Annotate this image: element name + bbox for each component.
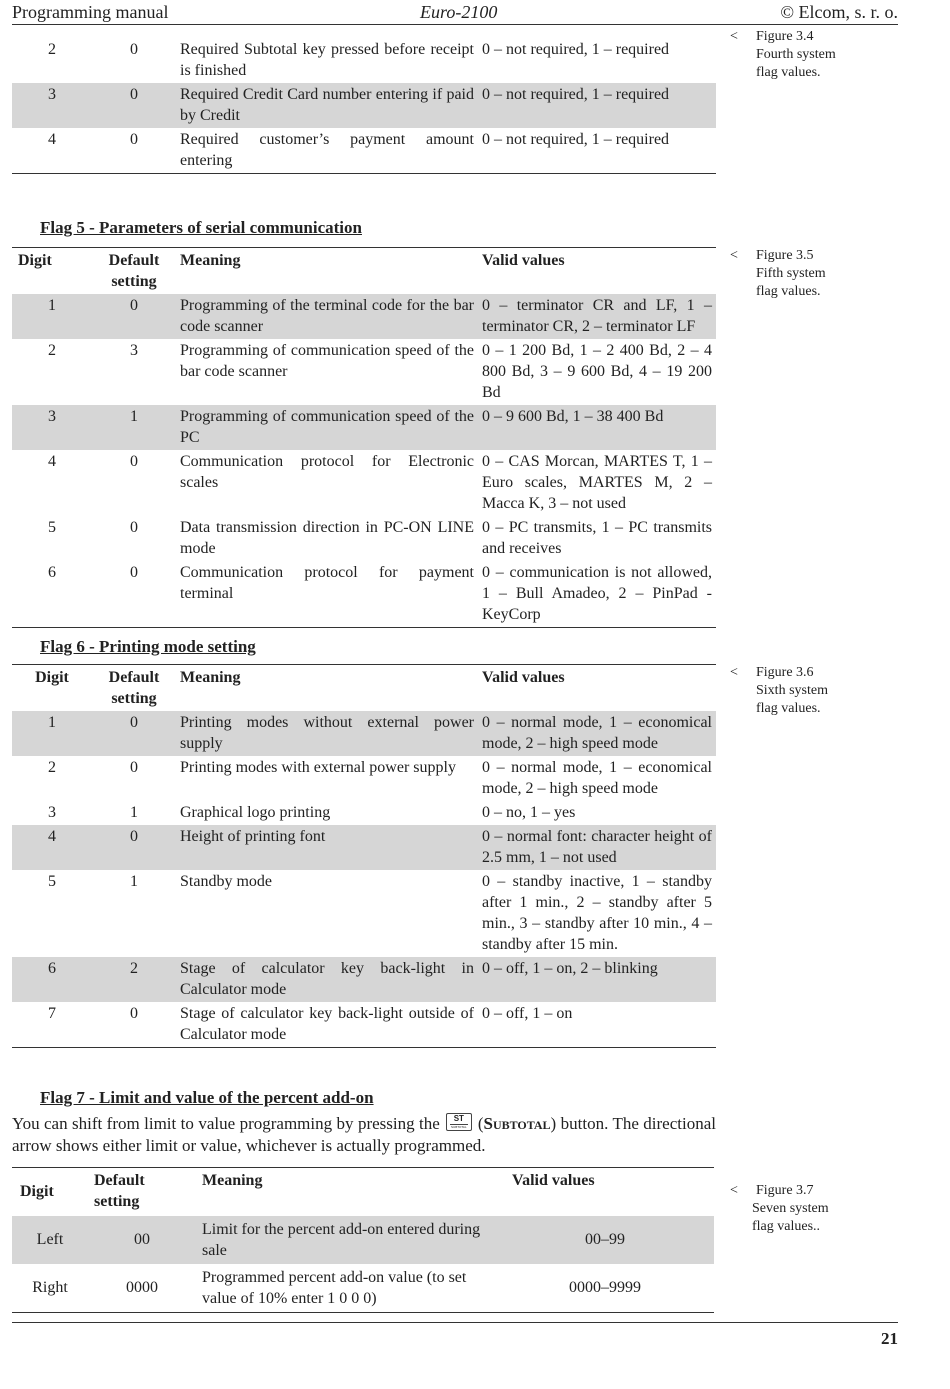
key-icon-top-label: ST <box>453 1114 464 1123</box>
default-header: Default setting <box>108 669 160 707</box>
valid-values-header: Valid values <box>482 252 565 269</box>
valid-values-cell: 0 – normal mode, 1 – economical mode, 2 – high speed mode <box>478 711 716 756</box>
table-row <box>12 870 716 957</box>
valid-values-cell: 0 – normal mode, 1 – economical mode, 2 – high speed mode <box>482 759 712 797</box>
valid-values-cell: 0 – not required, 1 – required <box>482 41 670 58</box>
meaning-cell: Programming of the terminal code for the bar code scanner <box>176 294 478 339</box>
meaning-cell: Standby mode <box>180 873 272 890</box>
table-row <box>12 561 716 628</box>
default-header: Default setting <box>108 252 160 290</box>
meaning-cell: Limit for the percent add-on entered during sale <box>196 1216 496 1264</box>
default-cell: 0 <box>92 711 176 756</box>
caption-arrow: < <box>730 248 738 263</box>
meaning-cell: Required Credit Card number entering if paid by Credit <box>176 83 478 128</box>
digit-cell: 4 <box>48 131 56 148</box>
meaning-cell: Programming of communication speed of the PC <box>176 405 478 450</box>
valid-values-cell: 0 – 9 600 Bd, 1 – 38 400 Bd <box>478 405 716 450</box>
meaning-cell: Communication protocol for payment terminal <box>180 564 474 602</box>
default-cell: 0 <box>92 294 176 339</box>
valid-values-header: Valid values <box>512 1172 595 1189</box>
meaning-cell: Required customer’s payment amount entering <box>180 131 474 169</box>
valid-values-cell: 0 – CAS Morcan, MARTES T, 1 – Euro scales, MARTES M, 2 – Macca K, 3 – not used <box>482 453 712 512</box>
valid-values-cell: 0 – no, 1 – yes <box>482 804 576 821</box>
default-cell: 1 <box>92 405 176 450</box>
digit-cell: Right <box>32 1279 68 1296</box>
default-cell: 0 <box>92 825 176 870</box>
table-header-row <box>12 248 716 295</box>
page-number: 21 <box>881 1329 898 1348</box>
table-row <box>12 711 716 756</box>
flag6-table <box>12 664 716 1048</box>
valid-values-cell: 0 – PC transmits, 1 – PC transmits and receives <box>482 519 712 557</box>
caption-arrow: < <box>730 1183 738 1198</box>
meaning-cell: Data transmission direction in PC-ON LINE mode <box>180 519 474 557</box>
figure-description: Seven system flag values.. <box>752 1201 829 1234</box>
meaning-cell: Programmed percent add-on value (to set value of 10% enter 1 0 0 0) <box>202 1268 467 1307</box>
header-copyright: © Elcom, s. r. o. <box>780 2 898 22</box>
valid-values-cell: 0000–9999 <box>569 1279 641 1296</box>
valid-values-cell: 0 – off, 1 – on <box>482 1005 573 1022</box>
digit-cell: 2 <box>48 759 56 776</box>
figure-description: Fifth system flag values. <box>756 266 826 299</box>
table-row <box>12 294 716 339</box>
digit-cell: 3 <box>12 405 92 450</box>
figure-caption-3-4 <box>730 28 836 82</box>
valid-values-cell: 0 – not required, 1 – required <box>478 83 716 128</box>
table-row <box>12 801 716 825</box>
figure-label: Figure 3.5 <box>756 248 814 263</box>
subtotal-key-icon <box>446 1113 472 1131</box>
figure-description: Fourth system flag values. <box>756 47 836 80</box>
digit-header: Digit <box>35 669 69 686</box>
valid-values-cell: 0 – not required, 1 – required <box>482 131 670 148</box>
flag7-title: Flag 7 - Limit and value of the percent add-on <box>40 1088 374 1107</box>
paragraph-text: You can shift from limit to value programming by pressing the <box>12 1114 440 1133</box>
default-cell: 0 <box>92 83 176 128</box>
digit-cell: 4 <box>48 453 56 470</box>
paragraph-text: button. The directional arrow shows either limit or value, whichever is actually programmed. <box>12 1114 716 1155</box>
digit-cell: 2 <box>48 342 56 359</box>
meaning-cell: Graphical logo printing <box>180 804 331 821</box>
table-row <box>12 339 716 405</box>
key-icon-bottom-label: SUBTOTAL <box>451 1125 467 1129</box>
table-row <box>12 38 716 83</box>
default-cell: 0 <box>130 564 138 581</box>
default-header: Default setting <box>94 1172 145 1210</box>
caption-arrow: < <box>730 29 738 44</box>
caption-arrow: < <box>730 665 738 680</box>
footer-rule <box>12 1322 898 1323</box>
default-cell: 2 <box>92 957 176 1002</box>
digit-cell: 7 <box>48 1005 56 1022</box>
meaning-cell: Programming of communication speed of the bar code scanner <box>180 342 474 380</box>
meaning-cell: Required Subtotal key pressed before receipt is finished <box>180 41 474 79</box>
table-row <box>12 825 716 870</box>
default-cell: 00 <box>88 1216 196 1264</box>
table-header-row <box>12 665 716 712</box>
meaning-header: Meaning <box>180 252 241 269</box>
default-cell: 3 <box>130 342 138 359</box>
figure-label: Figure 3.7 <box>756 1183 814 1198</box>
default-cell: 0 <box>130 453 138 470</box>
default-cell: 0000 <box>126 1279 158 1296</box>
digit-cell: 5 <box>48 873 56 890</box>
valid-values-cell: 0 – normal font: character height of 2.5 mm, 1 – not used <box>478 825 716 870</box>
digit-header: Digit <box>20 1183 54 1201</box>
figure-description: Sixth system flag values. <box>756 683 828 716</box>
digit-cell: 2 <box>48 41 56 58</box>
meaning-cell: Communication protocol for Electronic scales <box>180 453 474 491</box>
flag5-title: Flag 5 - Parameters of serial communication <box>40 218 362 237</box>
figure-label: Figure 3.6 <box>756 665 814 680</box>
table-row <box>12 516 716 561</box>
default-cell: 1 <box>130 873 138 890</box>
digit-header: Digit <box>18 252 52 269</box>
table-row <box>12 450 716 516</box>
meaning-cell: Height of printing font <box>176 825 478 870</box>
table-row <box>12 756 716 801</box>
digit-cell: 6 <box>48 564 56 581</box>
meaning-cell: Printing modes with external power supply <box>180 759 456 776</box>
valid-values-header: Valid values <box>482 669 565 686</box>
digit-cell: Left <box>12 1216 88 1264</box>
flag6-title: Flag 6 - Printing mode setting <box>40 637 256 656</box>
meaning-header: Meaning <box>202 1172 263 1189</box>
table-row <box>12 405 716 450</box>
header-product-name: Euro-2100 <box>420 2 498 22</box>
table-row <box>12 83 716 128</box>
meaning-cell: Stage of calculator key back-light in Calculator mode <box>176 957 478 1002</box>
figure-label: Figure 3.4 <box>756 29 814 44</box>
figure-caption-3-7 <box>730 1182 836 1236</box>
default-cell: 1 <box>130 804 138 821</box>
default-cell: 0 <box>130 1005 138 1022</box>
table-row <box>12 1216 714 1264</box>
table-row <box>12 1002 716 1048</box>
digit-cell: 6 <box>12 957 92 1002</box>
table-row <box>12 1264 714 1313</box>
meaning-header: Meaning <box>180 669 241 686</box>
default-cell: 0 <box>130 41 138 58</box>
key-name: Subtotal <box>483 1114 551 1133</box>
header-rule <box>12 24 898 25</box>
digit-cell: 3 <box>48 804 56 821</box>
default-cell: 0 <box>130 759 138 776</box>
valid-values-cell: 0 – communication is not allowed, 1 – Bull Amadeo, 2 – PinPad - KeyCorp <box>482 564 712 623</box>
figure-caption-3-5 <box>730 247 836 301</box>
valid-values-cell: 0 – 1 200 Bd, 1 – 2 400 Bd, 2 – 4 800 Bd, 3 – 9 600 Bd, 4 – 19 200 Bd <box>482 342 712 401</box>
meaning-cell: Stage of calculator key back-light outside of Calculator mode <box>180 1005 474 1043</box>
valid-values-cell: 0 – standby inactive, 1 – standby after 1 min., 2 – standby after 5 min., 3 – standby after 10 min., 4 – standby after 15 min. <box>482 873 712 953</box>
flag4-table <box>12 38 716 174</box>
valid-values-cell: 00–99 <box>496 1216 714 1264</box>
valid-values-cell: 0 – off, 1 – on, 2 – blinking <box>478 957 716 1002</box>
digit-cell: 5 <box>48 519 56 536</box>
digit-cell: 4 <box>12 825 92 870</box>
valid-values-cell: 0 – terminator CR and LF, 1 – terminator CR, 2 – terminator LF <box>478 294 716 339</box>
flag7-paragraph: You can shift from limit to value programming by pressing the ST SUBTOTAL (Subtotal) button. The directional arrow shows either limit or value, whichever is actually programmed. <box>12 1114 716 1155</box>
flag7-table <box>12 1167 714 1313</box>
flag5-table <box>12 247 716 628</box>
header-manual-title: Programming manual <box>12 2 169 22</box>
default-cell: 0 <box>130 519 138 536</box>
digit-cell: 1 <box>12 294 92 339</box>
digit-cell: 1 <box>12 711 92 756</box>
table-row <box>12 957 716 1002</box>
figure-caption-3-6 <box>730 664 836 718</box>
table-header-row <box>12 1168 714 1216</box>
digit-cell: 3 <box>12 83 92 128</box>
meaning-cell: Printing modes without external power supply <box>176 711 478 756</box>
table-row <box>12 128 716 174</box>
default-cell: 0 <box>130 131 138 148</box>
